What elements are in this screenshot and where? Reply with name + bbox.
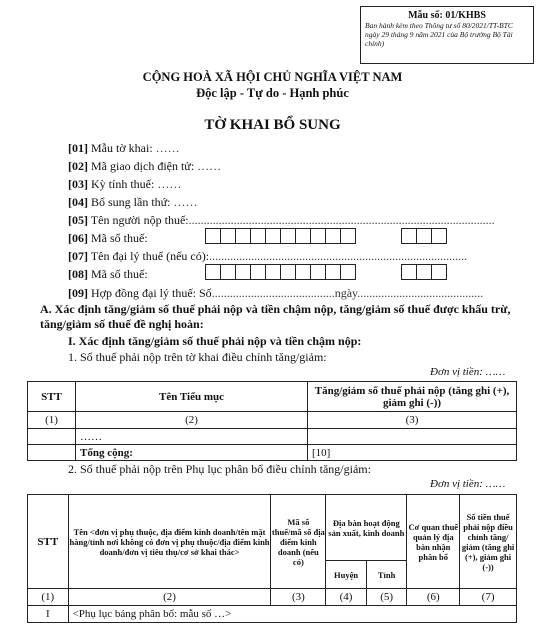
field-01: [01] Mẫu tờ khai: …… bbox=[68, 141, 180, 155]
col-adjustment: Tăng/giảm số thuế phải nộp (tăng ghi (+), giảm ghi (-)) bbox=[308, 382, 517, 412]
currency-unit-1: Đơn vị tiền: …… bbox=[430, 366, 506, 378]
document-title: TỜ KHAI BỔ SUNG bbox=[204, 117, 341, 133]
section-a-heading: A. Xác định tăng/giảm số thuế phải nộp và tiền chậm nộp, tăng/giảm số thuế được khấu trừ, tăng/giảm số thuế đề nghị hoàn: bbox=[40, 302, 511, 331]
field-09: [09] Hợp đồng đại lý thuế: Số.........................................ngày.......................................... bbox=[68, 286, 484, 300]
field-06: [06] Mã số thuế: bbox=[68, 231, 148, 245]
field-08: [08] Mã số thuế: bbox=[68, 267, 148, 281]
currency-unit-2: Đơn vị tiền: …… bbox=[430, 478, 506, 490]
tax-code-boxes[interactable] bbox=[206, 228, 356, 244]
index-cell: (1) bbox=[28, 412, 76, 429]
col-tax-amount: Số tiền thuế phải nộp điều chỉnh tăng/ giảm (tăng ghi (+), giảm ghi (-)) bbox=[460, 495, 517, 589]
index-cell: (3) bbox=[271, 589, 326, 606]
agent-tax-code-suffix-boxes[interactable] bbox=[402, 264, 447, 280]
row-stt: I bbox=[28, 606, 69, 623]
field-03: [03] Kỳ tính thuế: …… bbox=[68, 177, 182, 191]
form-code-box bbox=[360, 6, 534, 64]
total-label: Tổng cộng: bbox=[76, 445, 308, 461]
table-row bbox=[28, 606, 517, 623]
field-07: [07] Tên đại lý thuế (nếu có):...................................................................................... bbox=[68, 249, 468, 263]
col-tax-code: Mã số thuế/mã số địa điểm kinh doanh (nếu có) bbox=[271, 495, 326, 589]
agent-tax-code-boxes[interactable] bbox=[206, 264, 356, 280]
form-code: Mẫu số: 01/KHBS bbox=[408, 10, 486, 21]
col-tax-authority: Cơ quan thuế quản lý địa bàn nhận phân bổ bbox=[407, 495, 460, 589]
index-cell: (4) bbox=[326, 589, 367, 606]
index-cell: (7) bbox=[460, 589, 517, 606]
index-cell: (1) bbox=[28, 589, 69, 606]
col-district: Huyện bbox=[326, 561, 367, 589]
table-row bbox=[28, 429, 517, 445]
adjustment-table bbox=[27, 381, 517, 461]
index-cell: (3) bbox=[308, 412, 517, 429]
country-name: CỘNG HOÀ XÃ HỘI CHỦ NGHĨA VIỆT NAM bbox=[142, 70, 403, 84]
col-subsection-name: Tên Tiểu mục bbox=[76, 382, 308, 412]
section-i-heading: I. Xác định tăng/giảm số thuế phải nộp và tiền chậm nộp: bbox=[68, 334, 362, 348]
col-business-area: Địa bàn hoạt động sản xuất, kinh doanh bbox=[326, 495, 407, 561]
subsection-1-heading: 1. Số thuế phải nộp trên tờ khai điều chỉnh tăng/giảm: bbox=[68, 350, 327, 364]
field-02: [02] Mã giao dịch điện tử: …… bbox=[68, 159, 222, 173]
index-cell: (6) bbox=[407, 589, 460, 606]
col-province: Tỉnh bbox=[366, 561, 407, 589]
tax-code-suffix-boxes[interactable] bbox=[402, 228, 447, 244]
form-legal-note: Ban hành kèm theo Thông tư số 80/2021/TT-BTC ngày 29 tháng 9 năm 2021 của Bộ trưởng Bộ Tài chính) bbox=[365, 21, 513, 48]
field-04: [04] Bổ sung lần thứ: …… bbox=[68, 195, 198, 209]
col-stt: STT bbox=[28, 382, 76, 412]
index-cell: (2) bbox=[76, 412, 308, 429]
total-code: [10] bbox=[308, 445, 517, 461]
allocation-table bbox=[27, 494, 517, 623]
national-motto: Độc lập - Tự do - Hạnh phúc bbox=[196, 86, 349, 100]
dots-cell: …… bbox=[76, 429, 308, 445]
col-unit-name: Tên <đơn vị phụ thuộc, địa điểm kinh doanh/tên mặt hàng/tỉnh nơi không có đơn vị phụ thuộc/địa điểm kinh doanh/đơn vị tiêu thụ/cơ sở khai thác> bbox=[68, 495, 271, 589]
index-cell: (5) bbox=[366, 589, 407, 606]
index-cell: (2) bbox=[68, 589, 271, 606]
total-row bbox=[28, 445, 517, 461]
row-appendix-text: <Phụ lục bảng phân bổ: mẫu số …> bbox=[68, 606, 516, 623]
field-05: [05] Tên người nộp thuế:...................................................................................................... bbox=[68, 213, 495, 227]
col-stt: STT bbox=[28, 495, 69, 589]
subsection-2-heading: 2. Số thuế phải nộp trên Phụ lục phân bổ điều chỉnh tăng/giảm: bbox=[68, 462, 371, 476]
